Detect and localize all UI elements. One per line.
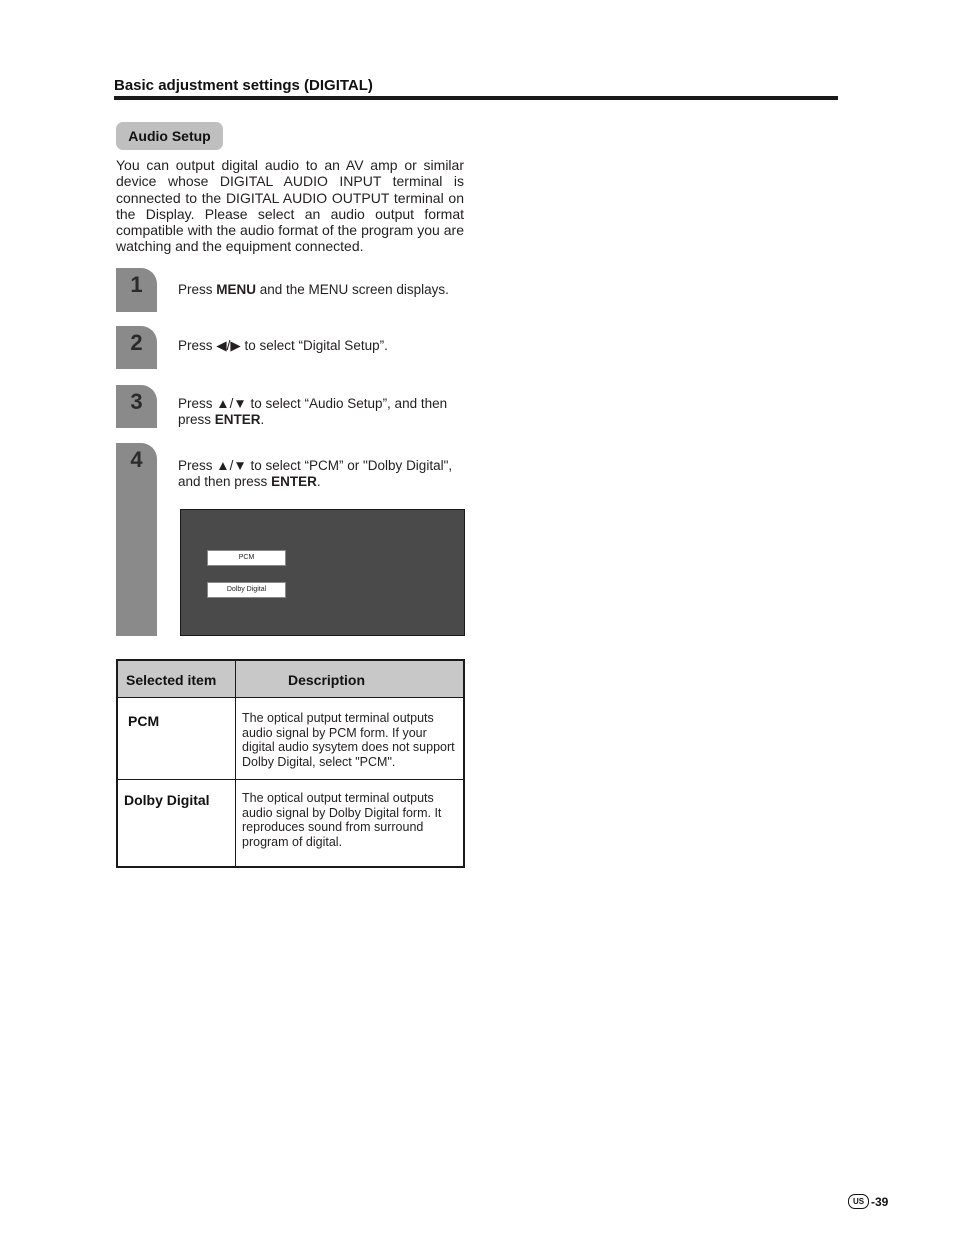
step-3-marker	[116, 385, 157, 428]
menu-screen-illustration	[180, 509, 465, 636]
table-row-description: The optical output terminal outputs audio signal by Dolby Digital form. It reproduces sound from surround program of digital.	[242, 791, 442, 849]
region-mark: US	[848, 1194, 869, 1209]
intro-paragraph: You can output digital audio to an AV amp or similar device whose DIGITAL AUDIO INPUT terminal is connected to the DIGITAL AUDIO OUTPUT terminal on the Display. Please select an audio output format compatible with the audio format of the program you are watching and the equipment connected.	[116, 157, 464, 255]
page-number	[848, 1194, 888, 1209]
step-2-number: 2	[130, 330, 143, 355]
step-1-marker	[116, 268, 157, 312]
step-2-marker	[116, 326, 157, 369]
table-header-description: Description	[288, 672, 366, 688]
section-rule	[114, 96, 838, 100]
step-1-text: Press MENU and the MENU screen displays.	[178, 282, 449, 297]
table-row-item: Dolby Digital	[124, 792, 210, 808]
step-2-text: Press ◀/▶ to select “Digital Setup”.	[178, 338, 388, 353]
step-4-text: Press ▲/▼ to select “PCM” or "Dolby Digital", and then press ENTER.	[178, 458, 453, 489]
settings-table	[116, 659, 465, 868]
section-title: Basic adjustment settings (DIGITAL)	[114, 77, 373, 94]
menu-option-dolby-digital: Dolby Digital	[207, 582, 286, 598]
table-row-item: PCM	[128, 713, 160, 729]
step-4-marker	[116, 443, 157, 636]
audio-setup-badge: Audio Setup	[116, 122, 223, 150]
step-3-text: Press ▲/▼ to select “Audio Setup”, and then press ENTER.	[178, 396, 448, 427]
step-4-number: 4	[130, 447, 143, 472]
menu-option-pcm: PCM	[207, 550, 286, 566]
table-column-divider	[235, 661, 236, 866]
step-3-number: 3	[130, 389, 143, 414]
table-row-divider	[118, 779, 463, 780]
table-row-description: The optical putput terminal outputs audio signal by PCM form. If your digital audio sysytem does not support Dolby Digital, select "PCM".	[242, 711, 455, 769]
step-1-number: 1	[130, 272, 143, 297]
page-number-value: -39	[871, 1194, 889, 1209]
table-header-item: Selected item	[126, 672, 217, 688]
